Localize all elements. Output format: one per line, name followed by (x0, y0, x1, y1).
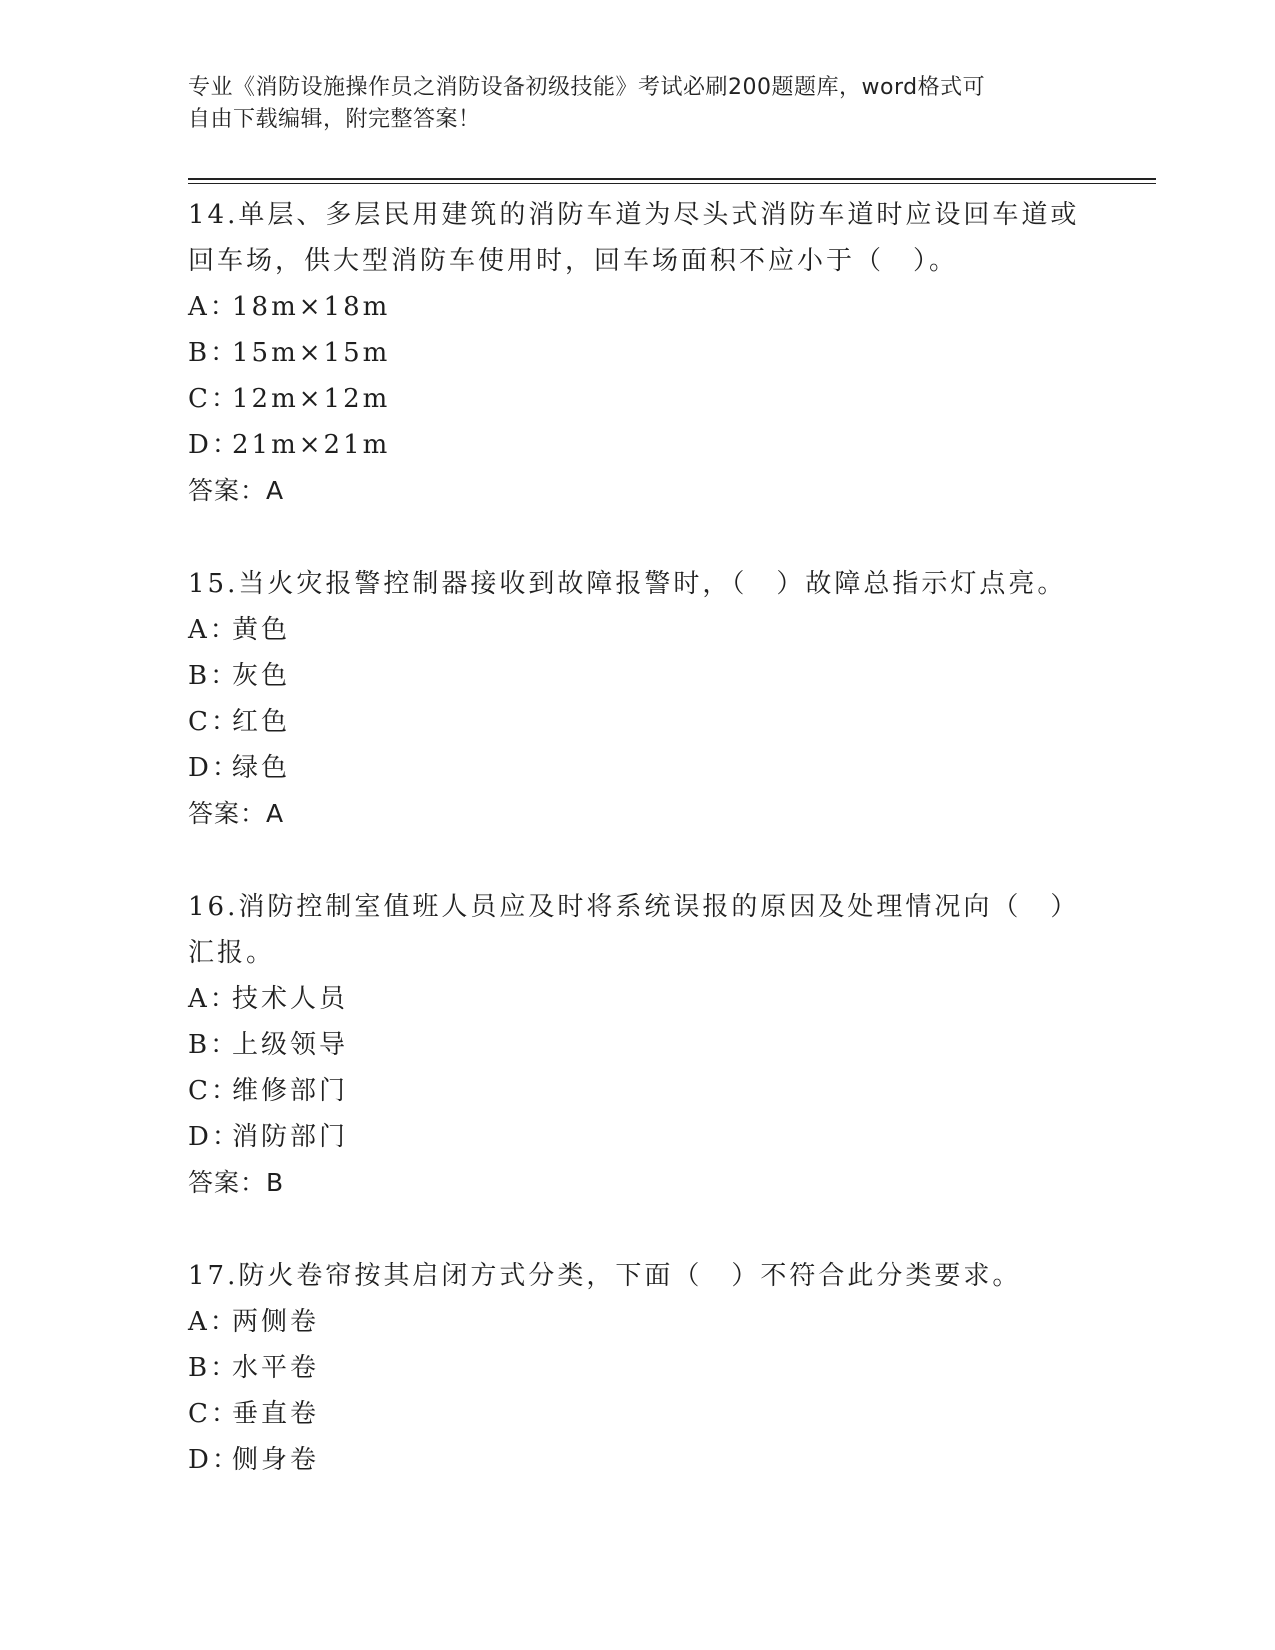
option-key: D： (188, 430, 241, 460)
option-key: D： (188, 753, 241, 783)
question-17 (188, 1253, 1108, 1483)
header-divider-thin (188, 183, 1156, 184)
option-text: 水平卷 (232, 1353, 320, 1383)
answer-line: 答案：A (188, 476, 285, 505)
question-list (188, 192, 1108, 1532)
header-line-2: 自由下载编辑，附完整答案！ (188, 107, 481, 132)
header-divider-thick (188, 178, 1156, 180)
option-text: 绿色 (232, 753, 291, 783)
option-b (188, 1022, 1108, 1068)
option-key: C： (188, 1076, 240, 1106)
option-text: 上级领导 (232, 1030, 349, 1060)
option-text: 消防部门 (232, 1122, 349, 1152)
answer-line: 答案：A (188, 799, 285, 828)
option-d (188, 745, 1108, 791)
option-a (188, 1299, 1108, 1345)
document-header (188, 72, 1068, 136)
question-stem-line: 汇报。 (188, 938, 276, 968)
option-text: 侧身卷 (232, 1445, 320, 1475)
option-key: C： (188, 384, 240, 414)
option-c (188, 376, 1108, 422)
option-d (188, 1437, 1108, 1483)
option-d (188, 1114, 1108, 1160)
question-stem-line: 16.消防控制室值班人员应及时将系统误报的原因及处理情况向（ ） (188, 892, 1080, 922)
option-key: D： (188, 1445, 241, 1475)
option-a (188, 976, 1108, 1022)
option-c (188, 699, 1108, 745)
option-key: D： (188, 1122, 241, 1152)
option-text: 12m×12m (232, 384, 391, 414)
option-key: B： (188, 1030, 240, 1060)
option-b (188, 1345, 1108, 1391)
question-stem-line: 15.当火灾报警控制器接收到故障报警时，（ ）故障总指示灯点亮。 (188, 569, 1067, 599)
option-b (188, 653, 1108, 699)
option-key: A： (188, 292, 239, 322)
option-b (188, 330, 1108, 376)
question-16 (188, 884, 1108, 1204)
option-text: 灰色 (232, 661, 291, 691)
option-key: B： (188, 661, 240, 691)
question-stem-line: 回车场，供大型消防车使用时，回车场面积不应小于（ ）。 (188, 246, 959, 276)
option-key: C： (188, 1399, 240, 1429)
question-stem-line: 14.单层、多层民用建筑的消防车道为尽头式消防车道时应设回车道或 (188, 200, 1080, 230)
option-c (188, 1068, 1108, 1114)
option-text: 垂直卷 (232, 1399, 320, 1429)
option-text: 黄色 (232, 615, 291, 645)
option-text: 21m×21m (232, 430, 391, 460)
question-15 (188, 561, 1108, 835)
header-line-1: 专业《消防设施操作员之消防设备初级技能》考试必刷200题题库，word格式可 (188, 75, 986, 100)
answer-line: 答案：B (188, 1168, 285, 1197)
option-text: 18m×18m (232, 292, 391, 322)
option-key: A： (188, 1307, 239, 1337)
option-a (188, 284, 1108, 330)
option-text: 两侧卷 (232, 1307, 320, 1337)
option-text: 15m×15m (232, 338, 391, 368)
option-d (188, 422, 1108, 468)
option-key: A： (188, 984, 239, 1014)
option-text: 红色 (232, 707, 291, 737)
option-key: B： (188, 1353, 240, 1383)
option-key: B： (188, 338, 240, 368)
option-text: 技术人员 (232, 984, 349, 1014)
option-key: A： (188, 615, 239, 645)
option-c (188, 1391, 1108, 1437)
option-a (188, 607, 1108, 653)
question-14 (188, 192, 1108, 512)
question-stem-line: 17.防火卷帘按其启闭方式分类，下面（ ）不符合此分类要求。 (188, 1261, 1022, 1291)
option-key: C： (188, 707, 240, 737)
option-text: 维修部门 (232, 1076, 349, 1106)
